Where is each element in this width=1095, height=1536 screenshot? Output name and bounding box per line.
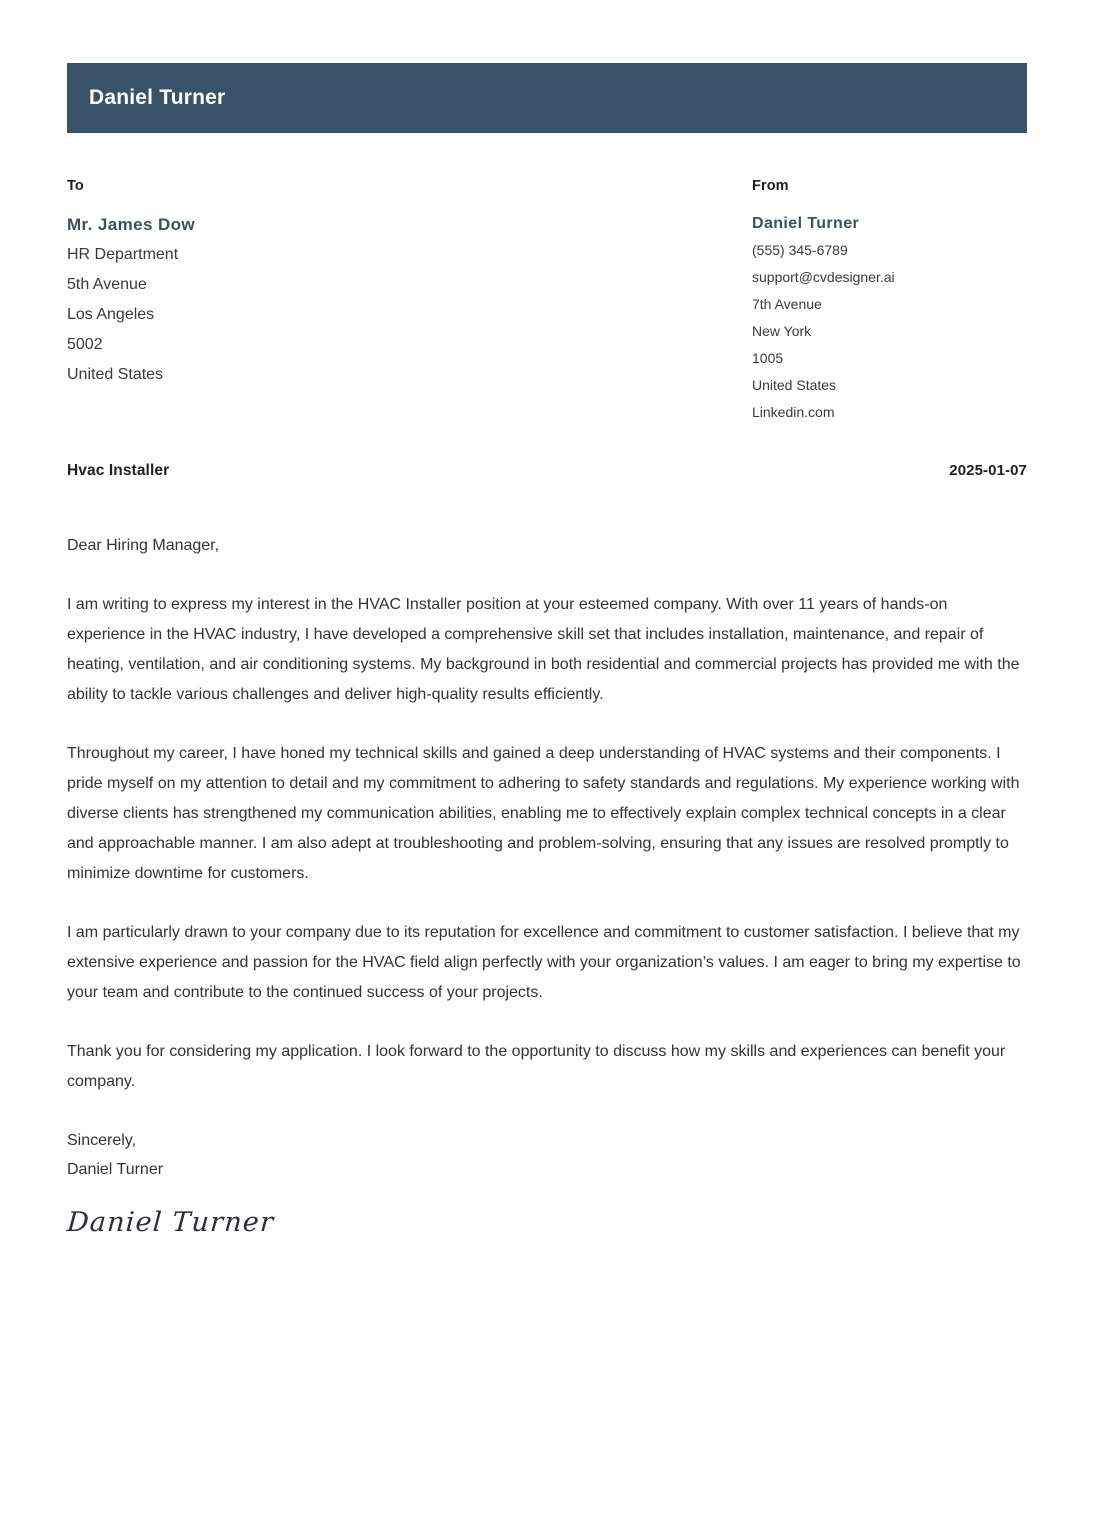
sender-website: Linkedin.com (752, 404, 835, 420)
recipient-block (67, 178, 752, 390)
sender-block (752, 178, 1027, 426)
recipient-label: To (67, 178, 84, 194)
sender-line: United States (752, 377, 837, 393)
letter-paragraph: I am particularly drawn to your company due to its reputation for excellence and commitment to customer satisfaction. I believe that my extensive experience and passion for the HVAC field align perfectly with your organization’s values. I am eager to bring my expertise to your team and contribute to the continued success of your projects. (67, 924, 1021, 1001)
recipient-name: Mr. James Dow (67, 215, 196, 234)
job-title: Hvac Installer (67, 462, 170, 479)
recipient-line: United States (67, 366, 164, 383)
letter-date: 2025-01-07 (949, 462, 1027, 479)
closing-name: Daniel Turner (67, 1161, 164, 1178)
subject-row (67, 462, 1027, 480)
sender-phone: (555) 345-6789 (752, 242, 848, 258)
closing-block (67, 1126, 1030, 1184)
sender-line: New York (752, 323, 812, 339)
header-banner (67, 63, 1027, 133)
sender-line: 1005 (752, 350, 784, 366)
letter-paragraph: Thank you for considering my application. I look forward to the opportunity to discuss how my skills and experiences can benefit your company. (67, 1043, 1006, 1090)
address-row (67, 178, 1027, 426)
letter-paragraph: I am writing to express my interest in the HVAC Installer position at your esteemed company. With over 11 years of hands-on experience in the HVAC industry, I have developed a comprehensive skill set that includes installation, maintenance, and repair of heating, ventilation, and air conditioning systems. My background in both residential and commercial projects has provided me with the ability to tackle various challenges and deliver high-quality results efficiently. (67, 596, 1020, 703)
recipient-line: 5002 (67, 336, 103, 353)
recipient-line: HR Department (67, 246, 179, 263)
page-title: Daniel Turner (89, 86, 226, 109)
signature: Daniel Turner (65, 1207, 276, 1238)
sender-name: Daniel Turner (752, 215, 860, 232)
salutation: Dear Hiring Manager, (67, 537, 220, 554)
sender-email: support@cvdesigner.ai (752, 269, 895, 285)
letter-paragraph: Throughout my career, I have honed my technical skills and gained a deep understanding of HVAC systems and their components. I pride myself on my attention to detail and my commitment to adhering to safety standards and regulations. My experience working with diverse clients has strengthened my communication abilities, enabling me to effectively explain complex technical concepts in a clear and approachable manner. I am also adept at troubleshooting and problem-solving, ensuring that any issues are resolved promptly to minimize downtime for customers. (67, 745, 1020, 882)
sender-label: From (752, 178, 789, 194)
recipient-line: Los Angeles (67, 306, 155, 323)
letter-body (67, 531, 1030, 1240)
sender-line: 7th Avenue (752, 296, 822, 312)
recipient-line: 5th Avenue (67, 276, 147, 293)
closing-word: Sincerely, (67, 1132, 137, 1149)
